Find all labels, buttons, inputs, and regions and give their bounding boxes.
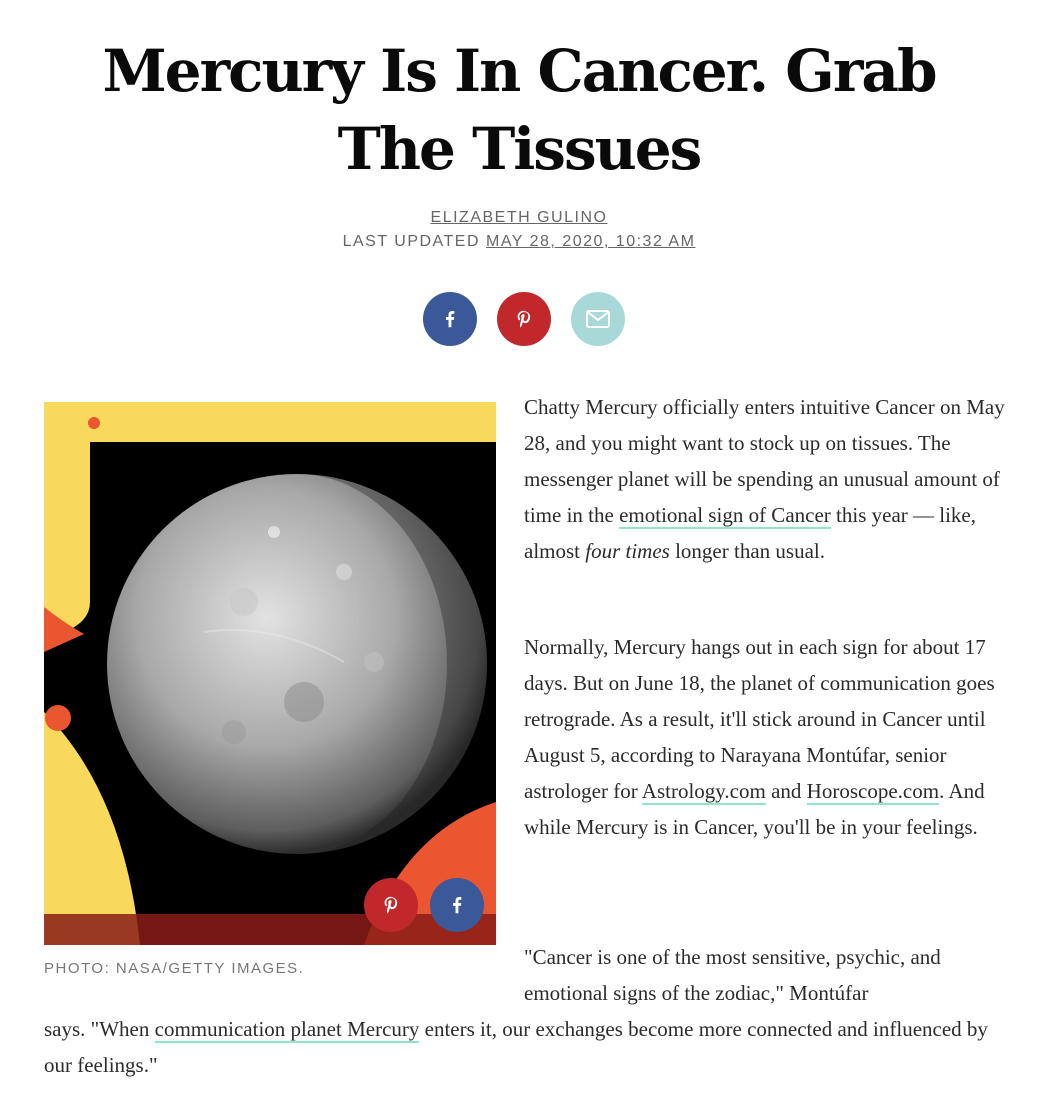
mercury-illustration <box>44 402 496 945</box>
article-title: Mercury Is In Cancer. Grab The Tissues <box>102 37 936 183</box>
updated-date-link[interactable]: MAY 28, 2020, 10:32 AM <box>485 233 696 250</box>
paragraph-2 <box>524 629 1014 845</box>
p2-text-c: . And while Mercury is in Cancer, you'll be in your feelings. <box>524 779 985 839</box>
email-share-button[interactable] <box>571 292 625 346</box>
facebook-share-button[interactable] <box>423 292 477 346</box>
link-horoscope-com[interactable]: Horoscope.com <box>806 779 940 803</box>
p1-text-c: longer than usual. <box>669 539 825 563</box>
share-bar <box>0 292 1038 346</box>
paragraph-3-start: "Cancer is one of the most sensitive, psychic, and emotional signs of the zodiac," Montúfar <box>524 945 941 1005</box>
pinterest-icon <box>380 894 402 916</box>
p1-text-a: Chatty Mercury officially enters intuitive Cancer on May 28, and you might want to stock up on tissues. The messenger planet will be spending an unusual amount of time in the <box>524 395 1005 527</box>
facebook-icon <box>446 894 468 916</box>
p1-emphasis: four times <box>585 539 670 563</box>
updated-label: LAST UPDATED <box>342 233 481 250</box>
p3-text-b: says. "When <box>44 1017 155 1041</box>
image-caption: PHOTO: NASA/GETTY IMAGES. <box>44 960 305 977</box>
paragraph-1 <box>524 389 1014 569</box>
pinterest-share-button[interactable] <box>497 292 551 346</box>
link-communication-planet-mercury[interactable]: communication planet Mercury <box>154 1017 420 1041</box>
author-link[interactable]: ELIZABETH GULINO <box>430 209 608 226</box>
image-pinterest-button[interactable] <box>364 878 418 932</box>
pinterest-icon <box>513 308 535 330</box>
facebook-icon <box>439 308 461 330</box>
paragraph-3-continued <box>44 1011 1004 1083</box>
article-image-mercury <box>44 402 496 945</box>
image-facebook-button[interactable] <box>430 878 484 932</box>
byline <box>0 206 1038 254</box>
link-emotional-sign-of-cancer[interactable]: emotional sign of Cancer <box>619 503 831 527</box>
link-astrology-com[interactable]: Astrology.com <box>641 779 766 803</box>
p3-text-c: enters it, our exchanges become more connected and influenced by our feelings." <box>44 1017 988 1077</box>
p1-text-b: this year — like, almost <box>524 503 976 563</box>
p2-text-a: Normally, Mercury hangs out in each sign for about 17 days. But on June 18, the planet of communication goes retrograde. As a result, it'll stick around in Cancer until August 5, according to Narayana Montúfar, senior astrologer for <box>524 635 995 803</box>
mail-icon <box>585 309 611 329</box>
p2-text-b: and <box>765 779 807 803</box>
